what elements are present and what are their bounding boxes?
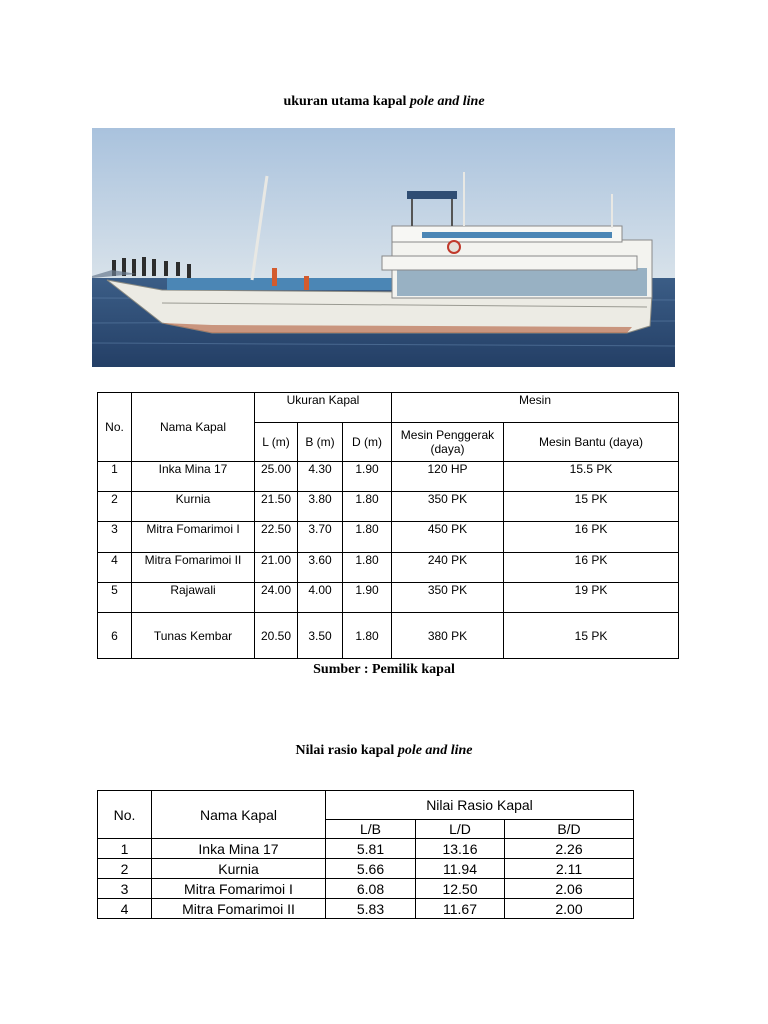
cell: 3 xyxy=(98,879,152,899)
cell: 1.80 xyxy=(343,553,392,583)
cell: 3 xyxy=(98,522,132,553)
header-ukuran-kapal: Ukuran Kapal xyxy=(255,393,392,423)
header-b: B (m) xyxy=(298,423,343,462)
cell: 1.90 xyxy=(343,462,392,492)
cell: 13.16 xyxy=(416,839,505,859)
header-mesin-penggerak: Mesin Penggerak (daya) xyxy=(392,423,504,462)
cell: 11.94 xyxy=(416,859,505,879)
cell: 2.06 xyxy=(505,879,634,899)
cell: 15 PK xyxy=(504,492,679,522)
cell: 3.80 xyxy=(298,492,343,522)
caption-ratio-text: Nilai rasio kapal xyxy=(295,743,398,758)
cell: Inka Mina 17 xyxy=(132,462,255,492)
cell: 16 PK xyxy=(504,553,679,583)
cell: 6.08 xyxy=(326,879,416,899)
cell: 2 xyxy=(98,492,132,522)
source-note: Sumber : Pemilik kapal xyxy=(313,662,455,677)
header-bd: B/D xyxy=(505,820,634,839)
table-row xyxy=(98,462,679,492)
caption-main-dimensions xyxy=(0,94,768,110)
cell: 2 xyxy=(98,859,152,879)
cell: Mitra Fomarimoi II xyxy=(152,899,326,919)
boat-photo xyxy=(92,128,675,367)
header-no: No. xyxy=(98,791,152,839)
cell: 1.80 xyxy=(343,492,392,522)
cell: 6 xyxy=(98,613,132,659)
cell: Rajawali xyxy=(132,583,255,613)
cell: 5.66 xyxy=(326,859,416,879)
table-row xyxy=(98,492,679,522)
table-row xyxy=(98,899,634,919)
header-nama-kapal: Nama Kapal xyxy=(152,791,326,839)
cell: 4.00 xyxy=(298,583,343,613)
cell: Inka Mina 17 xyxy=(152,839,326,859)
cell: Mitra Fomarimoi II xyxy=(132,553,255,583)
cell: 24.00 xyxy=(255,583,298,613)
cell: 21.50 xyxy=(255,492,298,522)
table-row xyxy=(98,859,634,879)
cell: 1.80 xyxy=(343,522,392,553)
cell: 20.50 xyxy=(255,613,298,659)
cell: 21.00 xyxy=(255,553,298,583)
cell: 2.00 xyxy=(505,899,634,919)
cell: 4.30 xyxy=(298,462,343,492)
table-row xyxy=(98,522,679,553)
cell: 5.83 xyxy=(326,899,416,919)
cell: Kurnia xyxy=(152,859,326,879)
table-row xyxy=(98,583,679,613)
cell: 2.26 xyxy=(505,839,634,859)
table-row xyxy=(98,839,634,859)
table-row xyxy=(98,553,679,583)
cell: 3.60 xyxy=(298,553,343,583)
header-ld: L/D xyxy=(416,820,505,839)
cell: 11.67 xyxy=(416,899,505,919)
cell: Mitra Fomarimoi I xyxy=(132,522,255,553)
header-nilai-rasio: Nilai Rasio Kapal xyxy=(326,791,634,820)
cell: 3.70 xyxy=(298,522,343,553)
cell: Kurnia xyxy=(132,492,255,522)
cell: 1.80 xyxy=(343,613,392,659)
cell: 240 PK xyxy=(392,553,504,583)
cell: 350 PK xyxy=(392,492,504,522)
cell: 1 xyxy=(98,839,152,859)
cell: Tunas Kembar xyxy=(132,613,255,659)
cell: 4 xyxy=(98,553,132,583)
cell: 12.50 xyxy=(416,879,505,899)
cell: 120 HP xyxy=(392,462,504,492)
header-d: D (m) xyxy=(343,423,392,462)
cell: 25.00 xyxy=(255,462,298,492)
table-row xyxy=(98,879,634,899)
cell: 4 xyxy=(98,899,152,919)
cell: 16 PK xyxy=(504,522,679,553)
boat-dimensions-table xyxy=(97,392,679,659)
cell: 15.5 PK xyxy=(504,462,679,492)
header-mesin-bantu: Mesin Bantu (daya) xyxy=(504,423,679,462)
cell: 22.50 xyxy=(255,522,298,553)
caption-main-dimensions-italic: pole and line xyxy=(409,94,485,109)
header-nama-kapal: Nama Kapal xyxy=(132,393,255,462)
caption-ratio-italic: pole and line xyxy=(397,743,473,758)
cell: 5.81 xyxy=(326,839,416,859)
header-no: No. xyxy=(98,393,132,462)
cell: 1 xyxy=(98,462,132,492)
header-mesin: Mesin xyxy=(392,393,679,423)
cell: 5 xyxy=(98,583,132,613)
header-l: L (m) xyxy=(255,423,298,462)
cell: 450 PK xyxy=(392,522,504,553)
cell: 15 PK xyxy=(504,613,679,659)
header-lb: L/B xyxy=(326,820,416,839)
caption-ratio xyxy=(0,743,768,759)
cell: 350 PK xyxy=(392,583,504,613)
caption-main-dimensions-text: ukuran utama kapal xyxy=(283,94,410,109)
cell: 19 PK xyxy=(504,583,679,613)
cell: Mitra Fomarimoi I xyxy=(152,879,326,899)
cell: 380 PK xyxy=(392,613,504,659)
cell: 2.11 xyxy=(505,859,634,879)
ratio-table xyxy=(97,790,634,919)
cell: 3.50 xyxy=(298,613,343,659)
cell: 1.90 xyxy=(343,583,392,613)
table-row xyxy=(98,613,679,659)
